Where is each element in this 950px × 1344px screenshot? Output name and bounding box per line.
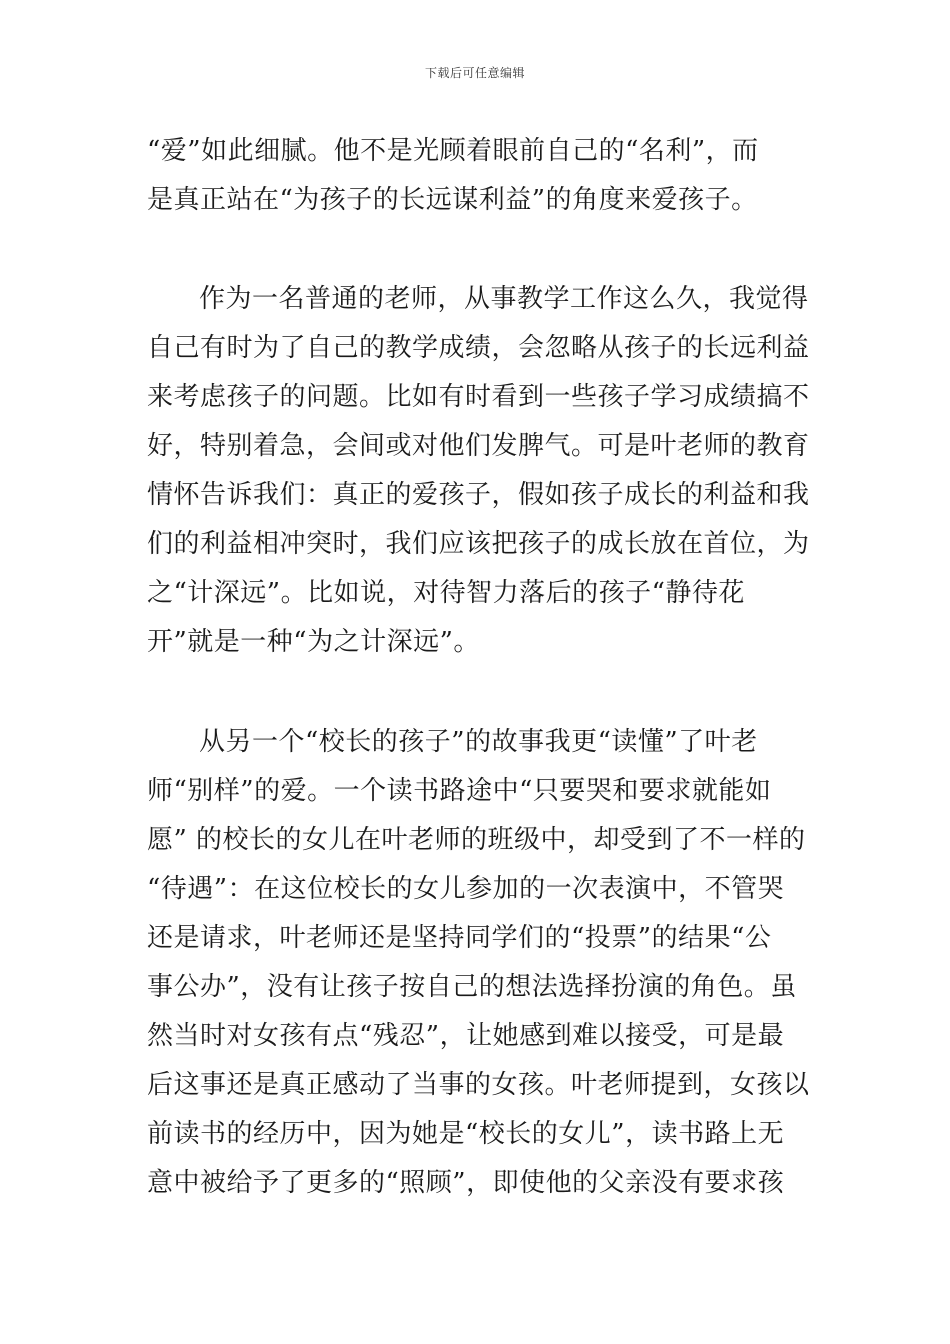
text-line: 之“计深远”。比如说，对待智力落后的孩子“静待花 xyxy=(147,578,745,608)
text-line: 还是请求，叶老师还是坚持同学们的“投票”的结果“公 xyxy=(147,923,772,953)
text-line: 作为一名普通的老师，从事教学工作这么久，我觉得 xyxy=(199,284,809,314)
text-line: 自己有时为了自己的教学成绩，会忽略从孩子的长远利益 xyxy=(147,333,810,363)
text-line: 们的利益相冲突时，我们应该把孩子的成长放在首位，为 xyxy=(147,529,810,559)
paragraph-2 xyxy=(147,275,810,667)
text-line: “爱”如此细腻。他不是光顾着眼前自己的“名利”，而 xyxy=(147,136,759,166)
text-line: 好，特别着急，会间或对他们发脾气。可是叶老师的教育 xyxy=(147,431,810,461)
text-line: 情怀告诉我们：真正的爱孩子，假如孩子成长的利益和我 xyxy=(147,480,810,510)
text-line: 前读书的经历中，因为她是“校长的女儿”，读书路上无 xyxy=(147,1119,785,1149)
text-line: 从另一个“校长的孩子”的故事我更“读懂”了叶老 xyxy=(199,727,758,757)
text-line: 意中被给予了更多的“照顾”，即使他的父亲没有要求孩 xyxy=(147,1168,785,1198)
text-line: 事公办”，没有让孩子按自己的想法选择扮演的角色。虽 xyxy=(147,972,797,1002)
page-header-note: 下载后可任意编辑 xyxy=(424,66,525,80)
text-line: 是真正站在“为孩子的长远谋利益”的角度来爱孩子。 xyxy=(147,185,758,215)
text-line: 师“别样”的爱。一个读书路途中“只要哭和要求就能如 xyxy=(147,776,772,806)
text-line: 然当时对女孩有点“残忍”，让她感到难以接受，可是最 xyxy=(147,1021,785,1051)
text-line: 来考虑孩子的问题。比如有时看到一些孩子学习成绩搞不 xyxy=(147,382,810,412)
paragraph-1 xyxy=(147,127,807,225)
paragraph-3 xyxy=(147,718,810,1208)
text-line: 愿” 的校长的女儿在叶老师的班级中，却受到了不一样的 xyxy=(147,825,806,855)
text-line: “待遇”：在这位校长的女儿参加的一次表演中，不管哭 xyxy=(147,874,785,904)
text-line: 后这事还是真正感动了当事的女孩。叶老师提到，女孩以 xyxy=(147,1070,810,1100)
text-line: 开”就是一种“为之计深远”。 xyxy=(147,627,480,657)
